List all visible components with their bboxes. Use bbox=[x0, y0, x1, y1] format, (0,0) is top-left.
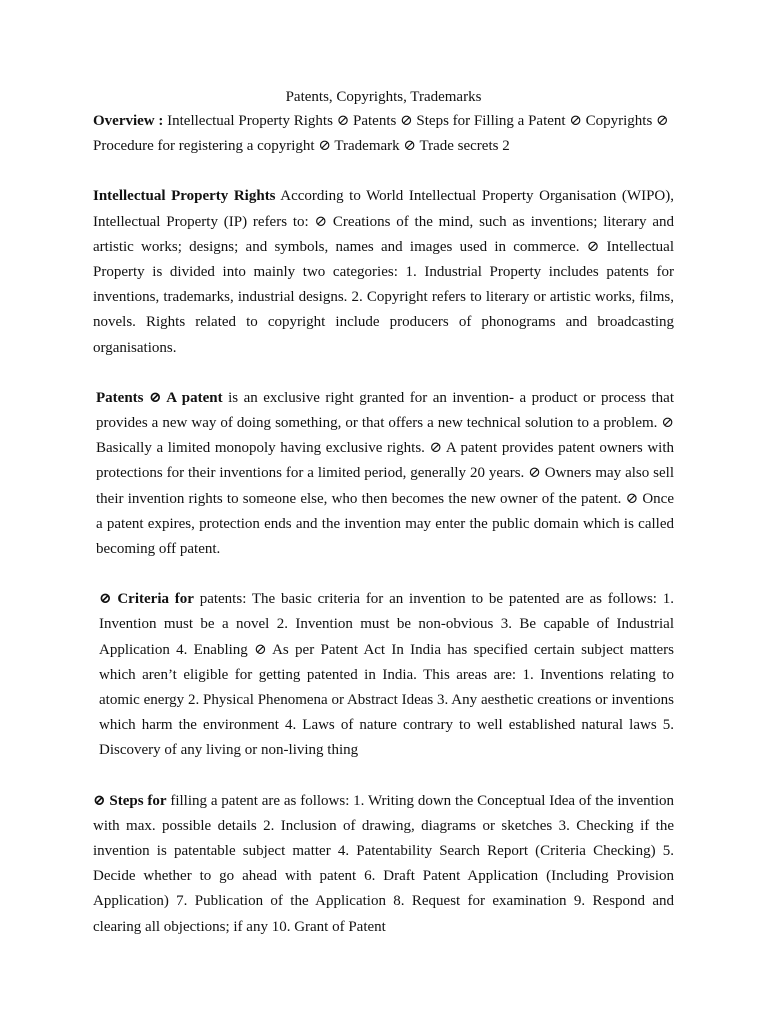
criteria-text: patents: The basic criteria for an invention to be patented are as follows: 1. Invention must be a novel 2. Invention must be non-obvious 3. Be capable of Industrial Application 4. Enabling ⊘ As per Patent Act In India has specified certain subject matters which aren’t eligible for getting patented in India. This areas are: 1. Inventions relating to atomic energy 2. Physical Phenomena or Abstract Ideas 3. Any aesthetic creations or inventions which harm the environment 4. Laws of nature contrary to well established natural laws 5. Discovery of any living or non-living thing bbox=[99, 591, 675, 759]
document-page bbox=[93, 86, 674, 940]
ipr-heading: Intellectual Property Rights bbox=[93, 188, 276, 205]
paragraph-gap bbox=[93, 361, 674, 386]
criteria-heading: ⊘ Criteria for bbox=[99, 591, 194, 608]
overview-paragraph bbox=[93, 109, 674, 159]
ipr-paragraph bbox=[93, 184, 674, 360]
ipr-text: According to World Intellectual Property Organisation (WIPO), Intellectual Property (IP) refers to: ⊘ Creations of the mind, such as inventions; literary and artistic works; designs; and symbols, names and images used in commerce. ⊘ Intellectual Property is divided into mainly two categories: 1. Industrial Property includes patents for inventions, trademarks, industrial designs. 2. Copyright refers to literary or artistic works, films, novels. Rights related to copyright include producers of phonograms and broadcasting organisations. bbox=[93, 188, 674, 356]
patents-text: is an exclusive right granted for an invention- a product or process that provides a new way of doing something, or that offers a new technical solution to a problem. ⊘ Basically a limited monopoly having exclusive rights. ⊘ A patent provides patent owners with protections for their inventions for a limited period, generally 20 years. ⊘ Owners may also sell their invention rights to someone else, who then becomes the new owner of the patent. ⊘ Once a patent expires, protection ends and the invention may enter the public domain which is called becoming off patent. bbox=[96, 389, 674, 558]
paragraph-gap bbox=[93, 562, 674, 587]
overview-text: Intellectual Property Rights ⊘ Patents ⊘ Steps for Filling a Patent ⊘ Copyrights ⊘ Procedure for registering a copyright ⊘ Trademark ⊘ Trade secrets 2 bbox=[93, 113, 669, 155]
steps-paragraph bbox=[93, 789, 674, 940]
document-title: Patents, Copyrights, Trademarks bbox=[285, 89, 482, 105]
overview-label: Overview : bbox=[93, 113, 164, 129]
paragraph-gap bbox=[93, 159, 674, 184]
patents-paragraph bbox=[93, 386, 674, 562]
patents-heading: Patents ⊘ A patent bbox=[96, 389, 223, 406]
steps-heading: ⊘ Steps for bbox=[93, 792, 167, 809]
steps-text: filling a patent are as follows: 1. Writing down the Conceptual Idea of the invention with max. possible details 2. Inclusion of drawing, diagrams or sketches 3. Checking if the invention is patentable subject matter 4. Patentability Search Report (Criteria Checking) 5. Decide whether to go ahead with patent 6. Draft Patent Application (Including Provision Application) 7. Publication of the Application 8. Request for examination 9. Respond and clearing all objections; if any 10. Grant of Patent bbox=[93, 792, 674, 935]
criteria-paragraph bbox=[93, 587, 674, 763]
paragraph-gap bbox=[93, 764, 674, 789]
